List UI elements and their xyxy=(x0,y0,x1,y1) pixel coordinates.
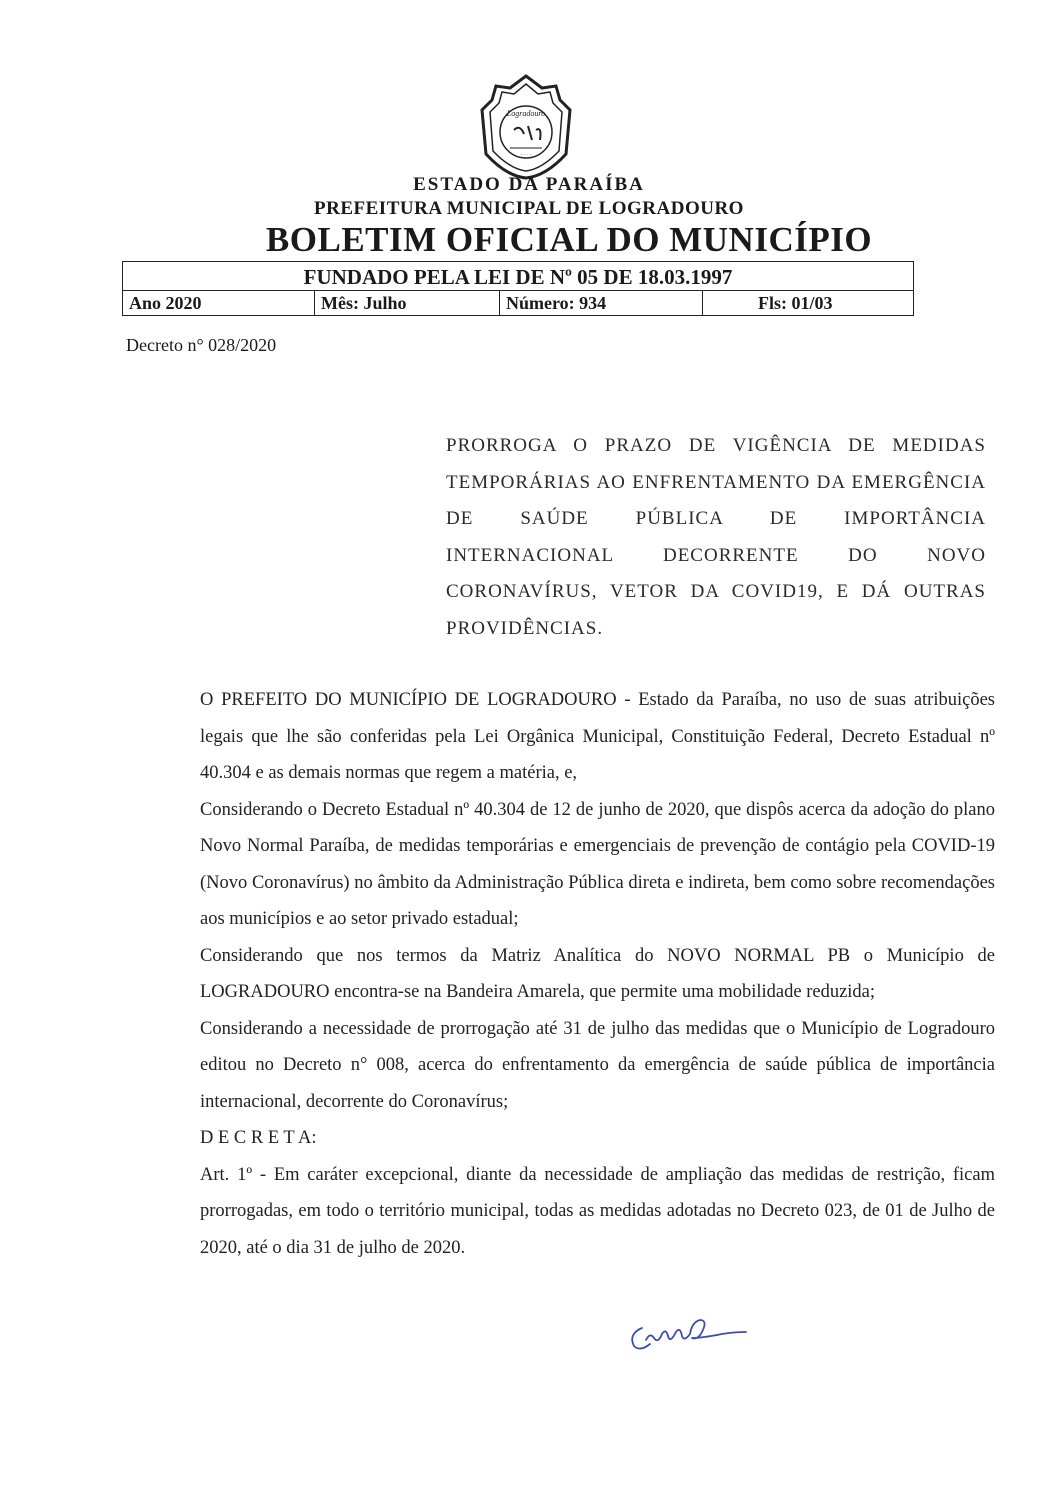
decree-number: Decreto n° 028/2020 xyxy=(126,335,277,355)
whereas-paragraph-1: Considerando o Decreto Estadual nº 40.304 de 12 de junho de 2020, que dispôs acerca da adoção do plano Novo Normal Paraíba, de medidas temporárias e emergenciais de prevenção de contágio pela COVID-19 (Novo Coronavírus) no âmbito da Administração Pública direta e indireta, bem como sobre recomendações aos municípios e ao setor privado estadual; xyxy=(200,799,995,929)
handwritten-signature-icon xyxy=(620,1310,780,1360)
whereas-paragraph-2: Considerando que nos termos da Matriz Analítica do NOVO NORMAL PB o Município de LOGRADOURO encontra-se na Bandeira Amarela, que permite uma mobilidade reduzida; xyxy=(200,945,995,1002)
month-cell: Mês: Julho xyxy=(315,291,500,315)
year-cell: Ano 2020 xyxy=(123,291,315,315)
decrees-heading: D E C R E T A: xyxy=(200,1128,317,1148)
svg-text:Logradouro: Logradouro xyxy=(506,109,546,118)
bulletin-title: BOLETIM OFICIAL DO MUNICÍPIO xyxy=(265,220,873,259)
founding-law: FUNDADO PELA LEI DE Nº 05 DE 18.03.1997 xyxy=(123,262,913,291)
bulletin-info-box xyxy=(122,261,914,316)
number-cell: Número: 934 xyxy=(500,291,703,315)
prefecture-name: PREFEITURA MUNICIPAL DE LOGRADOURO xyxy=(314,198,744,219)
article-1-paragraph: Art. 1º - Em caráter excepcional, diante da necessidade de ampliação das medidas de restrição, ficam prorrogadas, em todo o território municipal, todas as medidas adotadas no Decreto 023, de 01 de Julho de 2020, até o dia 31 de julho de 2020. xyxy=(200,1164,995,1258)
whereas-paragraph-3: Considerando a necessidade de prorrogação até 31 de julho das medidas que o Município de Logradouro editou no Decreto n° 008, acerca do enfrentamento da emergência de saúde pública de importância internacional, decorrente do Coronavírus; xyxy=(200,1018,995,1112)
state-name: ESTADO DA PARAÍBA xyxy=(413,174,645,195)
svg-text:· · · ·: · · · · xyxy=(520,152,532,158)
pages-cell: Fls: 01/03 xyxy=(758,293,833,313)
decree-summary: PRORROGA O PRAZO DE VIGÊNCIA DE MEDIDAS TEMPORÁRIAS AO ENFRENTAMENTO DA EMERGÊNCIA DE SAÚDE PÚBLICA DE IMPORTÂNCIA INTERNACIONAL DECORRENTE DO NOVO CORONAVÍRUS, VETOR DA COVID19, E DÁ OUTRAS PROVIDÊNCIAS. xyxy=(446,435,986,639)
municipal-seal-icon xyxy=(476,72,576,180)
bulletin-info-row xyxy=(123,291,913,315)
preamble-paragraph: O PREFEITO DO MUNICÍPIO DE LOGRADOURO - Estado da Paraíba, no uso de suas atribuições legais que lhe são conferidas pela Lei Orgânica Municipal, Constituição Federal, Decreto Estadual nº 40.304 e as demais normas que regem a matéria, e, xyxy=(200,690,995,783)
decree-body xyxy=(200,682,995,1266)
